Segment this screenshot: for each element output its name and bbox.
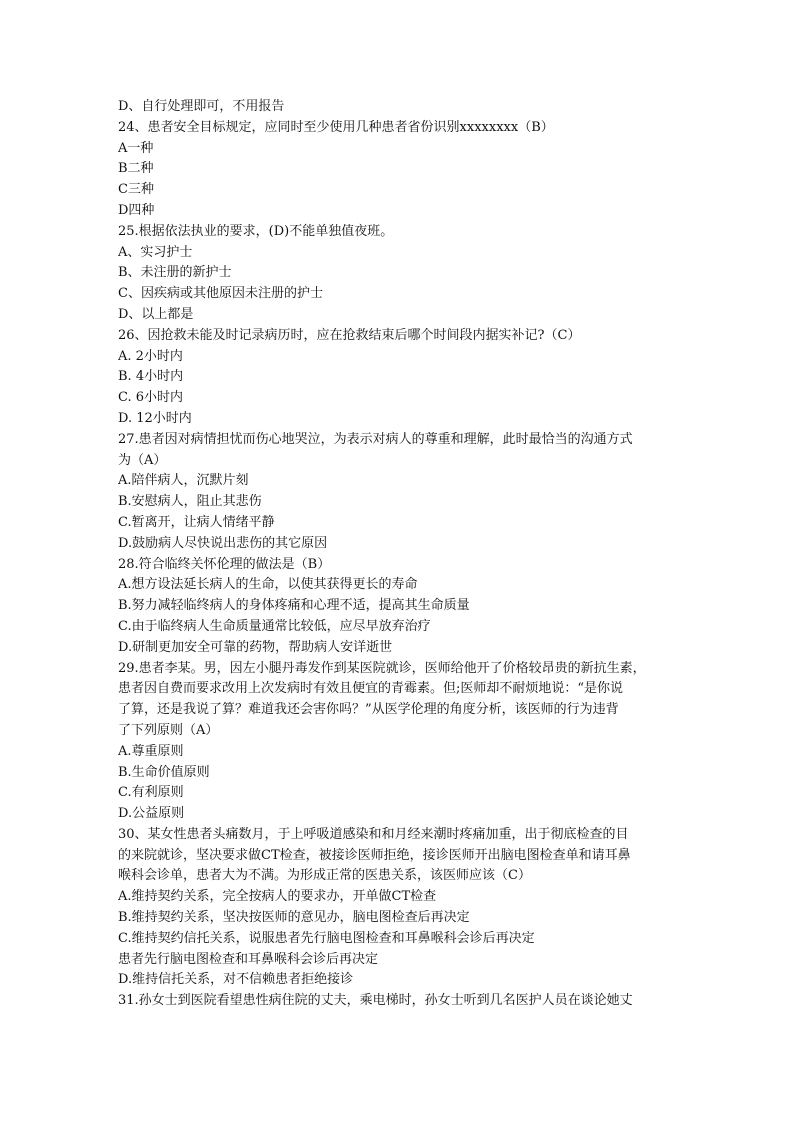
text-line: C.有利原则 — [118, 785, 184, 801]
text-line: B.维持契约关系，坚决按医师的意见办，脑电图检查后再决定 — [118, 910, 470, 926]
text-line: 了算，还是我说了算？难道我还会害你吗？”从医学伦理的角度分析，该医师的行为违背 — [118, 702, 619, 718]
text-line: 为（A） — [118, 452, 167, 468]
text-line: D.鼓励病人尽快说出悲伤的其它原因 — [118, 535, 328, 551]
text-line: A.维持契约关系，完全按病人的要求办，开单做CT检查 — [118, 889, 437, 905]
text-line: 29.患者李某。男，因左小腿丹毒发作到某医院就诊，医师给他开了价格较昂贵的新抗生素， — [118, 660, 646, 676]
text-line: 28.符合临终关怀伦理的做法是（B） — [118, 556, 331, 572]
text-line: D.研制更加安全可靠的药物，帮助病人安详逝世 — [118, 639, 393, 655]
text-line: 的来院就诊，坚决要求做CT检查，被接诊医师拒绝，接诊医师开出脑电图检查单和请耳鼻 — [118, 847, 631, 863]
document-body — [118, 97, 698, 1012]
text-line: 30、某女性患者头痛数月，于上呼吸道感染和和月经来潮时疼痛加重，出于彻底检查的目 — [118, 826, 629, 842]
text-line: A. 2小时内 — [118, 348, 183, 364]
text-line: C. 6小时内 — [118, 390, 184, 406]
text-line: B. 4小时内 — [118, 369, 184, 385]
text-line: C三种 — [118, 182, 154, 198]
text-line: C.暂离开，让病人情绪平静 — [118, 514, 275, 530]
text-line: 喉科会诊单，患者大为不满。为形成正常的医患关系，该医师应该（C） — [118, 868, 531, 884]
text-line: D. 12小时内 — [118, 410, 192, 426]
text-line: A.想方设法延长病人的生命，以使其获得更长的寿命 — [118, 577, 418, 593]
text-line: C.维持契约信托关系，说服患者先行脑电图检查和耳鼻喉科会诊后再决定 — [118, 930, 535, 946]
text-line: D四种 — [118, 202, 155, 218]
text-line: A.尊重原则 — [118, 743, 184, 759]
text-line: 患者因自费而要求改用上次发病时有效且便宜的青霉素。但;医师却不耐烦地说：“是你说 — [118, 681, 624, 697]
text-line: A.陪伴病人，沉默片刻 — [118, 473, 249, 489]
text-line: 24、患者安全目标规定，应同时至少使用几种患者省份识别xxxxxxxx（B） — [118, 119, 554, 135]
text-line: D、自行处理即可，不用报告 — [118, 99, 285, 114]
text-line: 31.孙女士到医院看望患性病住院的丈夫，乘电梯时，孙女士听到几名医护人员在谈论她丈 — [118, 993, 633, 1009]
text-line: D、以上都是 — [118, 306, 194, 322]
text-line: A一种 — [118, 140, 154, 156]
text-line: B.努力减轻临终病人的身体疼痛和心理不适，提高其生命质量 — [118, 598, 470, 614]
text-line: C、因疾病或其他原因未注册的护士 — [118, 286, 323, 302]
text-line: 27.患者因对病情担忧而伤心地哭泣，为表示对病人的尊重和理解，此时最恰当的沟通方式 — [118, 431, 633, 447]
text-line: 26、因抢救未能及时记录病历时，应在抢救结束后哪个时间段内据实补记?（C） — [118, 327, 581, 343]
text-line: 了下列原则（A） — [118, 722, 219, 738]
text-line: 患者先行脑电图检查和耳鼻喉科会诊后再决定 — [118, 951, 379, 967]
text-line: 25.根据依法执业的要求，(D)不能单独值夜班。 — [118, 223, 394, 239]
text-line: D.公益原则 — [118, 806, 185, 822]
text-line: D.维持信托关系，对不信赖患者拒绝接诊 — [118, 972, 354, 988]
text-line: A、实习护士 — [118, 244, 193, 260]
text-line: C.由于临终病人生命质量通常比较低，应尽早放弃治疗 — [118, 618, 431, 634]
text-line: B、未注册的新护士 — [118, 265, 232, 281]
text-line: B.生命价值原则 — [118, 764, 210, 780]
text-line: B二种 — [118, 161, 154, 177]
text-line: B.安慰病人，阻止其悲伤 — [118, 494, 262, 510]
